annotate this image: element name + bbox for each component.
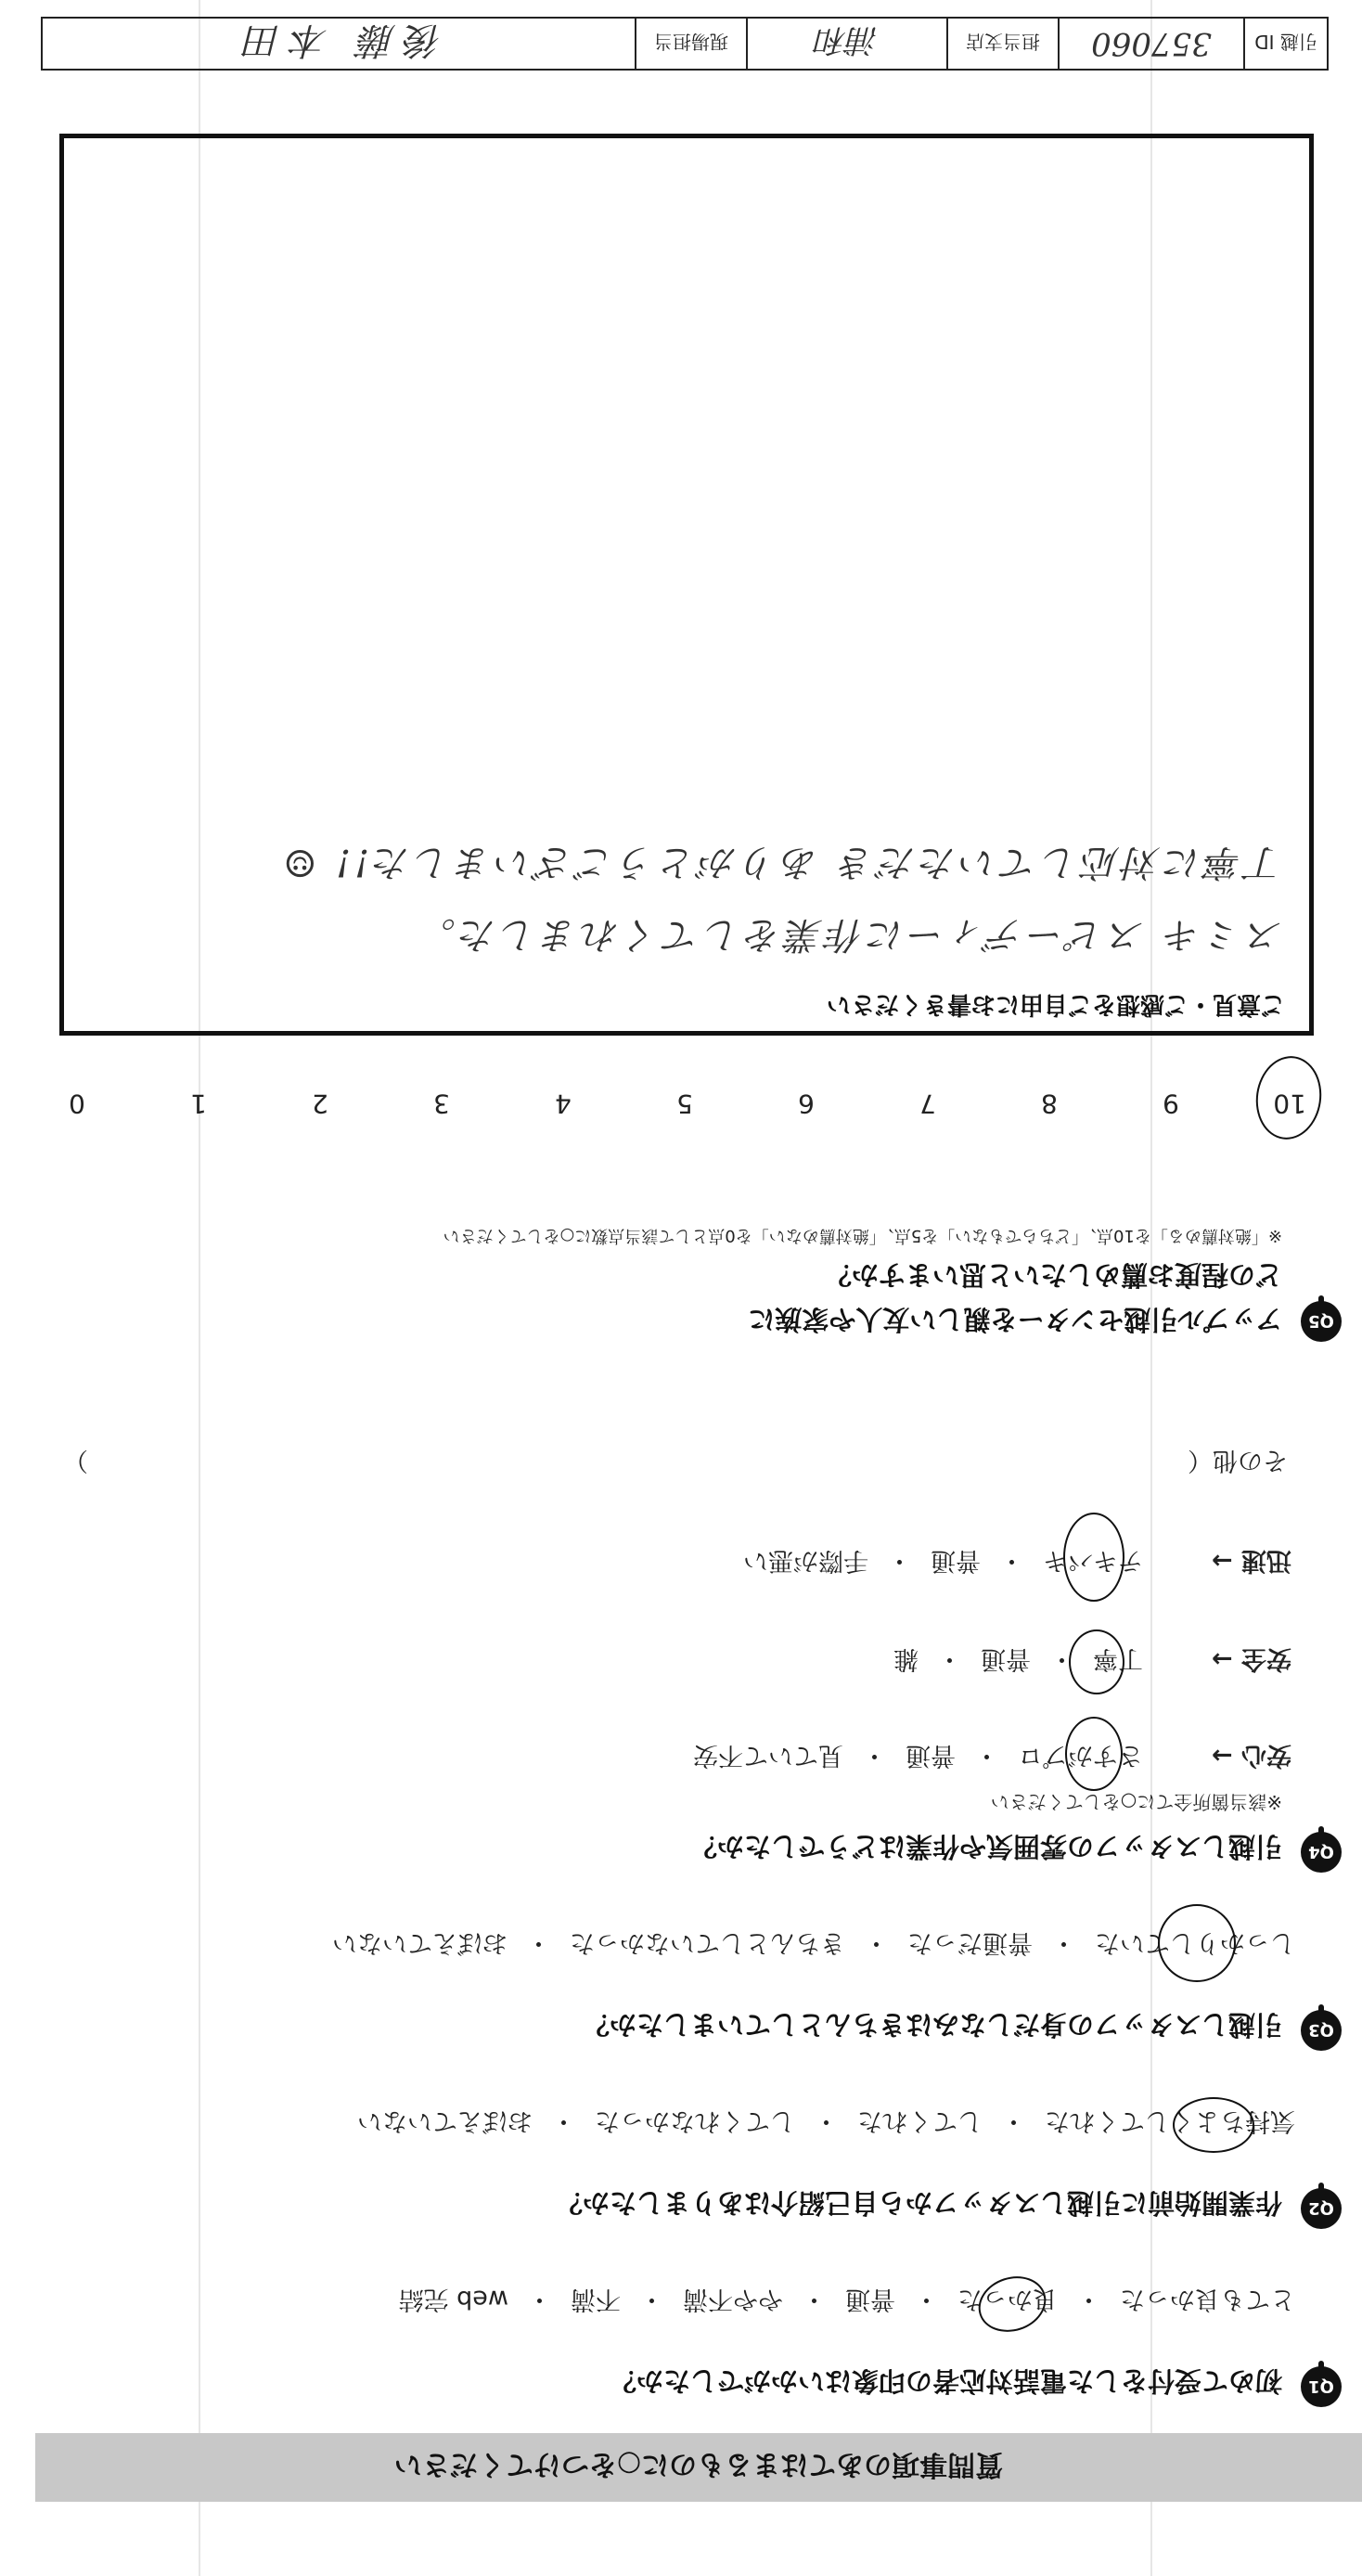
q5-question-line1: アップル引越センターを親しい友人や家族に xyxy=(748,1304,1282,1335)
comment-box[interactable] xyxy=(59,134,1314,1036)
q2-badge: Q2 xyxy=(1301,2188,1342,2229)
q5-scale xyxy=(63,1088,1306,1119)
q5-score[interactable]: 4 xyxy=(555,1088,572,1119)
q5-question-line2: どの程度お薦めしたいと思いますか？ xyxy=(824,1259,1282,1291)
q4-note: ※該当箇所全てに○をしてください xyxy=(990,1791,1282,1813)
q4-option[interactable]: 雑 xyxy=(893,1644,919,1673)
q4-row-label: 安全 → xyxy=(1211,1644,1291,1673)
q4-option[interactable]: 普通 xyxy=(906,1741,956,1770)
comment-line-1: スミキ スピーディーに作業をしてくれました。 xyxy=(415,913,1283,956)
q1-question: 初めて受付をした電話対応者の印象はいかがでしたか？ xyxy=(609,2365,1282,2397)
q2-option[interactable]: 気持ちよくしてくれた xyxy=(1045,2106,1295,2135)
comment-title: ご意見・ご感想をご自由にお書きください xyxy=(826,990,1285,1018)
id-label-cell xyxy=(1243,19,1327,69)
q1-option[interactable]: web 完結 xyxy=(398,2285,508,2313)
staff-label: 現場担当 xyxy=(654,31,728,54)
q4-row-label: 安心 → xyxy=(1211,1741,1291,1770)
q1-option[interactable]: 普通 xyxy=(845,2285,895,2313)
id-label: 引越 ID xyxy=(1254,31,1317,54)
q4-other-close: ） xyxy=(63,1446,88,1475)
q4-other-label[interactable]: その他（ xyxy=(1188,1446,1288,1475)
q4-option[interactable]: 見ていて不安 xyxy=(693,1741,843,1770)
q2-option[interactable]: おぼえていない xyxy=(357,2106,533,2135)
q4-option[interactable]: 手際が悪い xyxy=(743,1546,868,1575)
q4-row-anshin: 安心 → さすがプロ ・ 普通 ・ 見ていて不安 xyxy=(693,1740,1291,1776)
q1-option[interactable]: やや不満 xyxy=(683,2285,783,2313)
q5-score[interactable]: 0 xyxy=(69,1088,85,1119)
q4-jinsoku-circle xyxy=(1063,1513,1124,1602)
instruction-banner xyxy=(35,2433,1362,2502)
q4-option[interactable]: 普通 xyxy=(931,1546,981,1575)
q1-option[interactable]: 良かった xyxy=(957,2285,1058,2313)
q5-score[interactable]: 9 xyxy=(1163,1088,1179,1119)
q3-answer-circle xyxy=(1158,1904,1236,1982)
q4-row-label: 迅速 → xyxy=(1211,1546,1291,1575)
info-table xyxy=(41,17,1329,71)
q5-score[interactable]: 2 xyxy=(312,1088,328,1119)
q5-score[interactable]: 5 xyxy=(676,1088,693,1119)
staff-value-cell xyxy=(43,19,635,69)
branch-label-cell xyxy=(946,19,1058,69)
q1-option[interactable]: とても良かった xyxy=(1120,2285,1295,2313)
q5-score[interactable]: 7 xyxy=(919,1088,936,1119)
q3-options: しっかりしていた ・ 普通だった ・ きちんとしていなかった ・ おぼえていない xyxy=(332,1927,1295,1964)
q4-row-anzen: 安全 → 丁寧 ・ 普通 ・ 雑 xyxy=(893,1643,1291,1680)
q1-answer-circle xyxy=(971,2268,1053,2340)
comment-line-2: 丁寧に対応していただき ありがとうございました!! ☺ xyxy=(279,841,1283,883)
q3-question: 引越しスタッフの身だしなみはきちんとしていましたか？ xyxy=(582,2009,1282,2041)
id-value: 357060 xyxy=(1091,25,1212,62)
q3-option[interactable]: きちんとしていなかった xyxy=(570,1928,845,1957)
q5-score[interactable]: 10 xyxy=(1273,1088,1306,1119)
q2-option[interactable]: してくれた xyxy=(857,2106,983,2135)
staff-label-cell xyxy=(635,19,746,69)
q4-badge: Q4 xyxy=(1301,1832,1342,1873)
q5-score[interactable]: 6 xyxy=(798,1088,815,1119)
branch-value-cell xyxy=(746,19,946,69)
q2-options: 気持ちよくしてくれた ・ してくれた ・ してくれなかった ・ おぼえていない xyxy=(357,2106,1295,2142)
q3-option[interactable]: おぼえていない xyxy=(332,1928,508,1957)
branch-label: 担当支店 xyxy=(966,31,1040,54)
q1-options: とても良かった ・ 良かった ・ 普通 ・ やや不満 ・ 不満 ・ web 完結 xyxy=(399,2284,1295,2320)
q5-score[interactable]: 1 xyxy=(190,1088,207,1119)
q5-score[interactable]: 3 xyxy=(433,1088,450,1119)
q3-badge: Q3 xyxy=(1301,2010,1342,2051)
q3-option[interactable]: 普通だった xyxy=(907,1928,1033,1957)
q4-option[interactable]: さすがプロ xyxy=(1018,1741,1143,1770)
q5-score[interactable]: 8 xyxy=(1041,1088,1058,1119)
q2-question: 作業開始前に引越しスタッフから自己紹介はありましたか？ xyxy=(555,2187,1282,2219)
q4-anzen-circle xyxy=(1069,1629,1124,1694)
q5-badge: Q5 xyxy=(1301,1301,1342,1342)
q1-badge: Q1 xyxy=(1301,2366,1342,2407)
staff-value: 後藤 本田 xyxy=(235,19,443,62)
q4-other xyxy=(63,1445,1288,1481)
q4-option[interactable]: 普通 xyxy=(981,1644,1031,1673)
q5-answer-circle xyxy=(1251,1052,1327,1144)
q2-option[interactable]: してくれなかった xyxy=(595,2106,795,2135)
id-value-cell xyxy=(1058,19,1243,69)
q4-option[interactable]: テキパキ xyxy=(1043,1546,1143,1575)
q1-option[interactable]: 不満 xyxy=(571,2285,621,2313)
q2-answer-circle xyxy=(1173,2097,1254,2153)
banner-text: 質問事項のあてはまるものに○をつけてください xyxy=(393,2448,1004,2480)
q4-anshin-circle xyxy=(1065,1717,1123,1791)
q5-note: ※「絶対薦める」を10点、「どちらでもない」を5点、「絶対薦めない」を0点として該当点数に○をしてください xyxy=(443,1226,1282,1245)
q4-question: 引越しスタッフの雰囲気や作業はどうでしたか？ xyxy=(689,1831,1282,1862)
branch-value: 浦和 xyxy=(816,21,879,59)
q3-option[interactable]: しっかりしていた xyxy=(1095,1928,1295,1957)
q4-row-jinsoku: 迅速 → テキパキ ・ 普通 ・ 手際が悪い xyxy=(743,1545,1291,1581)
q4-option[interactable]: 丁寧 xyxy=(1093,1644,1143,1673)
